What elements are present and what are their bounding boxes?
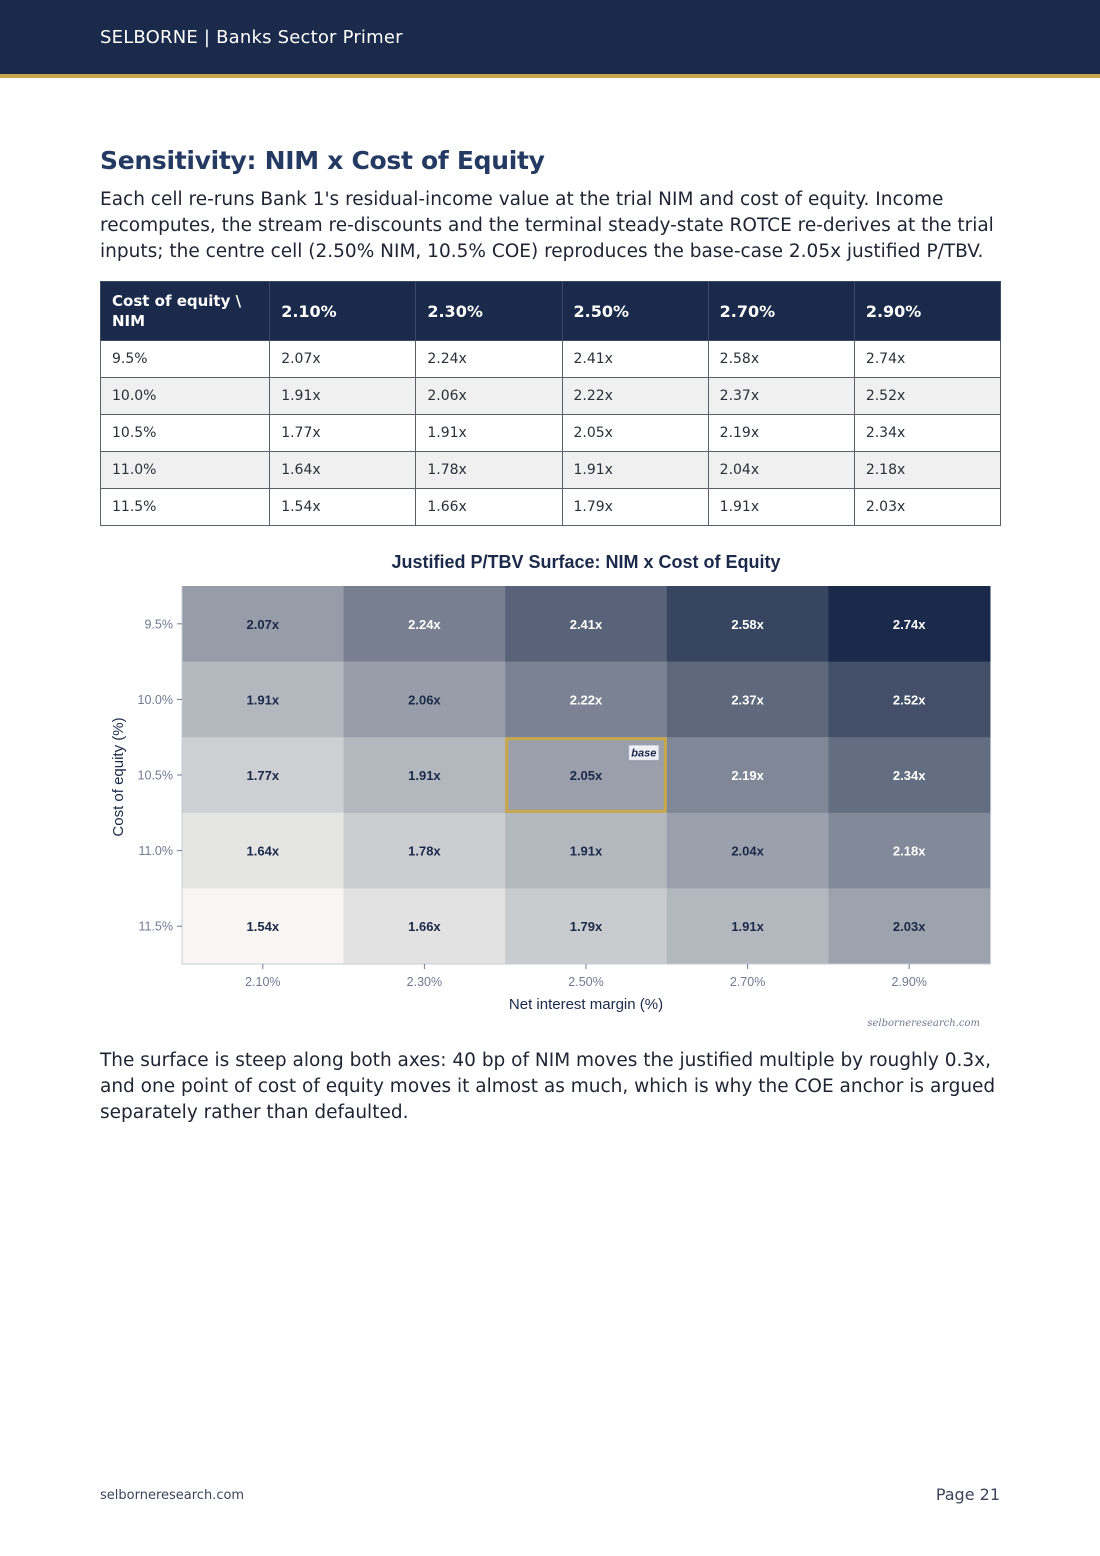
table-cell: 2.03x (854, 489, 1000, 526)
x-axis-label: Net interest margin (%) (508, 996, 664, 1013)
heatmap-cell-label: 2.03x (892, 919, 926, 935)
table-row-label: 11.5% (101, 489, 270, 526)
table-cell: 2.24x (416, 341, 562, 378)
table-cell: 2.52x (854, 378, 1000, 415)
x-tick-label: 2.90% (891, 975, 927, 989)
header-title: SELBORNE | Banks Sector Primer (100, 27, 403, 48)
x-tick-label: 2.10% (245, 975, 281, 989)
table-cell: 2.34x (854, 415, 1000, 452)
table-header-row (101, 282, 1001, 341)
y-tick-label: 10.5% (137, 768, 173, 783)
heatmap-cell-label: 1.79x (569, 919, 603, 935)
table-cell: 2.06x (416, 378, 562, 415)
heatmap-cell-label: 2.22x (569, 692, 603, 708)
x-tick-label: 2.50% (568, 975, 604, 989)
intro-paragraph: Each cell re-runs Bank 1's residual-income value at the trial NIM and cost of equity. Income recomputes, the stream re-discounts and the terminal steady-state ROTCE re-derives at the trial inputs; the centre cell (2.50% NIM, 10.5% COE) reproduces the base-case 2.05x justified P/TBV. (100, 189, 994, 262)
table-cell: 2.37x (708, 378, 854, 415)
table-column-header: 2.70% (708, 282, 854, 341)
heatmap-cell-label: 2.05x (569, 768, 603, 783)
table-cell: 1.78x (416, 452, 562, 489)
heatmap-cell-label: 2.24x (408, 616, 441, 632)
table-cell: 1.64x (270, 452, 416, 489)
heatmap-cell-label: 1.77x (246, 768, 280, 783)
table-column-header: 2.90% (854, 282, 1000, 341)
table-row-label: 11.0% (101, 452, 270, 489)
table-cell: 1.77x (270, 415, 416, 452)
table-cell: 2.41x (562, 341, 708, 378)
heatmap-cell-label: 2.34x (892, 768, 926, 783)
table-cell: 1.91x (708, 489, 854, 526)
heatmap-cell-label: 2.41x (569, 616, 603, 632)
table-cell: 2.05x (562, 415, 708, 452)
page-number: Page 21 (935, 1485, 1000, 1504)
table-cell: 1.91x (270, 378, 416, 415)
table-row (101, 378, 1001, 415)
chart-title: Justified P/TBV Surface: NIM x Cost of Equity (391, 552, 781, 572)
base-badge-label: base (631, 747, 657, 760)
heatmap-cell-label: 2.58x (731, 616, 764, 632)
heatmap-cell-label: 1.66x (408, 919, 441, 935)
y-axis-label: Cost of equity (%) (110, 717, 127, 837)
table-cell: 1.54x (270, 489, 416, 526)
chart-watermark: selborneresearch.com (867, 1018, 980, 1029)
table-cell: 2.74x (854, 341, 1000, 378)
heatmap-cell-label: 1.91x (569, 843, 603, 859)
sensitivity-table (100, 281, 1001, 526)
heatmap-cell-label: 2.52x (892, 692, 926, 708)
x-tick-label: 2.70% (729, 975, 766, 989)
heatmap-cell-label: 2.07x (246, 616, 280, 632)
y-tick-label: 11.0% (138, 844, 173, 859)
heatmap-cell-label: 2.06x (408, 692, 441, 708)
table-row (101, 341, 1001, 378)
table-row (101, 452, 1001, 489)
heatmap-cell-label: 1.64x (246, 843, 280, 859)
table-cell: 2.07x (270, 341, 416, 378)
y-tick-label: 10.0% (137, 692, 173, 707)
table-cell: 2.22x (562, 378, 708, 415)
table-cell: 2.58x (708, 341, 854, 378)
table-row-label: 9.5% (101, 341, 270, 378)
table-column-header: 2.50% (562, 282, 708, 341)
table-row (101, 489, 1001, 526)
heatmap-cell-label: 2.74x (892, 616, 926, 632)
footer-site: selborneresearch.com (100, 1488, 245, 1503)
table-cell: 1.79x (562, 489, 708, 526)
table-corner-header: Cost of equity \ NIM (101, 282, 270, 341)
heatmap-svg (100, 545, 1000, 1035)
table-cell: 1.91x (562, 452, 708, 489)
y-tick-label: 11.5% (138, 919, 173, 934)
table-cell: 1.66x (416, 489, 562, 526)
heatmap-cell-label: 1.91x (408, 768, 441, 783)
header-gold-rule (0, 74, 1100, 78)
heatmap-cell-label: 1.91x (731, 919, 764, 935)
table-cell: 2.04x (708, 452, 854, 489)
section-title: Sensitivity: NIM x Cost of Equity (100, 146, 545, 175)
heatmap-cell-label: 1.78x (408, 843, 441, 859)
table-column-header: 2.10% (270, 282, 416, 341)
heatmap-cell-label: 2.18x (892, 843, 926, 859)
table-row-label: 10.0% (101, 378, 270, 415)
x-tick-label: 2.30% (406, 975, 443, 989)
heatmap-cells (182, 586, 991, 965)
table-row-label: 10.5% (101, 415, 270, 452)
table-cell: 2.19x (708, 415, 854, 452)
heatmap-cell-label: 2.37x (731, 692, 764, 708)
y-tick-label: 9.5% (144, 617, 173, 632)
heatmap-cell-label: 2.19x (731, 768, 764, 783)
heatmap-cell-label: 1.91x (246, 692, 280, 708)
heatmap-cell-label: 2.04x (731, 843, 764, 859)
table-cell: 1.91x (416, 415, 562, 452)
heatmap-chart (100, 545, 1000, 1035)
table-row (101, 415, 1001, 452)
heatmap-cell-label: 1.54x (246, 919, 280, 935)
outro-paragraph: The surface is steep along both axes: 40 bp of NIM moves the justified multiple by roughly 0.3x, and one point of cost of equity moves it almost as much, which is why the COE anchor is argued separately rather than defaulted. (100, 1050, 996, 1123)
page-header (0, 0, 1100, 74)
table-column-header: 2.30% (416, 282, 562, 341)
table-cell: 2.18x (854, 452, 1000, 489)
